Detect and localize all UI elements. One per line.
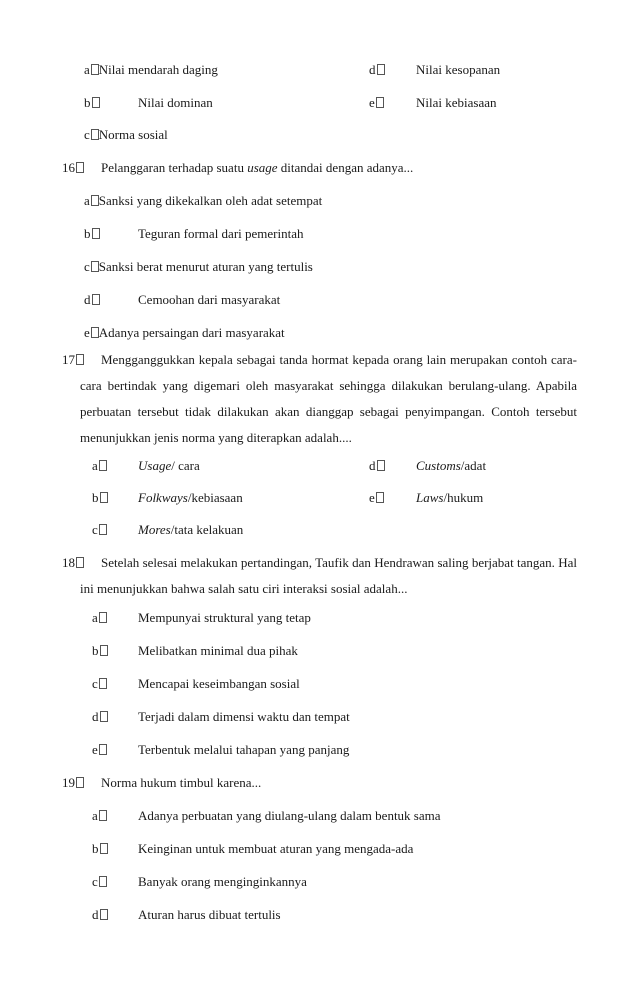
- option-text: /tata kelakuan: [170, 522, 244, 537]
- q18-option-e: [92, 742, 107, 758]
- missing-glyph-icon: [92, 228, 100, 239]
- q17-option-a: [92, 458, 107, 474]
- missing-glyph-icon: [76, 777, 84, 788]
- q18-option-b-text: Melibatkan minimal dua pihak: [138, 643, 298, 658]
- option-letter: b: [92, 490, 99, 505]
- missing-glyph-icon: [92, 294, 100, 305]
- q16-option-c: [84, 259, 313, 275]
- option-letter: d: [369, 458, 376, 473]
- option-text-italic: Laws: [416, 490, 444, 505]
- option-text-italic: Folkways: [138, 490, 188, 505]
- missing-glyph-icon: [100, 843, 108, 854]
- option-text: / cara: [171, 458, 200, 473]
- q19-option-c-text: Banyak orang menginginkannya: [138, 874, 307, 889]
- q17-option-d-text: [416, 458, 486, 474]
- q18-option-d-text: Terjadi dalam dimensi waktu dan tempat: [138, 709, 350, 724]
- option-letter: b: [92, 841, 99, 856]
- q16-option-d: [84, 292, 100, 308]
- missing-glyph-icon: [100, 909, 108, 920]
- q16-option-d-text: Cemoohan dari masyarakat: [138, 292, 281, 307]
- q15-option-b: [84, 95, 100, 111]
- option-letter: a: [92, 610, 98, 625]
- q17-option-d: [369, 458, 385, 474]
- missing-glyph-icon: [99, 612, 107, 623]
- option-text-italic: Mores: [138, 522, 171, 537]
- q17-option-b: [92, 490, 108, 506]
- option-text: /kebiasaan: [187, 490, 243, 505]
- option-letter: b: [92, 643, 99, 658]
- q18-option-b: [92, 643, 108, 659]
- missing-glyph-icon: [99, 524, 107, 535]
- q15-option-e-text: Nilai kebiasaan: [416, 95, 497, 110]
- q18-option-c: [92, 676, 107, 692]
- q19-question: Norma hukum timbul karena...: [101, 775, 262, 790]
- option-text: Sanksi berat menurut aturan yang tertulis: [98, 259, 313, 274]
- option-letter: e: [369, 95, 375, 110]
- q18-option-d: [92, 709, 108, 725]
- q18-option-c-text: Mencapai keseimbangan sosial: [138, 676, 300, 691]
- q19-option-d-text: Aturan harus dibuat tertulis: [138, 907, 281, 922]
- question-text-end: ditandai dengan adanya...: [277, 160, 414, 175]
- missing-glyph-icon: [100, 492, 108, 503]
- missing-glyph-icon: [92, 97, 100, 108]
- q17-option-e: [369, 490, 384, 506]
- option-letter: a: [84, 62, 90, 77]
- q18-question: Setelah selesai melakukan pertandingan, Taufik dan Hendrawan saling berjabat tangan. Hal ini menunjukkan bahwa salah satu ciri interaksi sosial adalah...: [80, 555, 577, 596]
- option-letter: e: [84, 325, 90, 340]
- q16-question: [101, 160, 413, 176]
- q18-option-a-text: Mempunyai struktural yang tetap: [138, 610, 311, 625]
- q15-option-d-text: Nilai kesopanan: [416, 62, 501, 77]
- option-text: /adat: [460, 458, 487, 473]
- q17-option-c: [92, 522, 107, 538]
- q16-option-b: [84, 226, 100, 242]
- missing-glyph-icon: [99, 460, 107, 471]
- option-letter: a: [84, 193, 90, 208]
- q19-option-b: [92, 841, 108, 857]
- q19-option-c: [92, 874, 107, 890]
- option-letter: b: [84, 95, 91, 110]
- q18-option-e-text: Terbentuk melalui tahapan yang panjang: [138, 742, 350, 757]
- option-text: Nilai mendarah daging: [98, 62, 218, 77]
- missing-glyph-icon: [100, 645, 108, 656]
- q15-option-e: [369, 95, 384, 111]
- missing-glyph-icon: [91, 327, 99, 338]
- q19-option-a-text: Adanya perbuatan yang diulang-ulang dalam bentuk sama: [138, 808, 441, 823]
- question-number: 17: [62, 352, 75, 367]
- q16-option-b-text: Teguran formal dari pemerintah: [138, 226, 304, 241]
- option-letter: c: [84, 127, 90, 142]
- question-text-italic: usage: [247, 160, 278, 175]
- q19-option-b-text: Keinginan untuk membuat aturan yang mengada-ada: [138, 841, 414, 856]
- q15-option-c: [84, 127, 168, 143]
- question-text: Pelanggaran terhadap suatu: [101, 160, 248, 175]
- q17-option-c-text: [138, 522, 243, 538]
- missing-glyph-icon: [376, 492, 384, 503]
- option-text: Sanksi yang dikekalkan oleh adat setempat: [98, 193, 323, 208]
- option-text-italic: Usage: [138, 458, 172, 473]
- option-letter: d: [92, 709, 99, 724]
- missing-glyph-icon: [99, 678, 107, 689]
- option-letter: a: [92, 458, 98, 473]
- option-text: /hukum: [443, 490, 484, 505]
- q17-option-a-text: [138, 458, 200, 474]
- option-text: Adanya persaingan dari masyarakat: [98, 325, 285, 340]
- option-letter: c: [92, 676, 98, 691]
- option-letter: c: [92, 874, 98, 889]
- q19-option-a: [92, 808, 107, 824]
- missing-glyph-icon: [99, 810, 107, 821]
- q15-option-b-text: Nilai dominan: [138, 95, 213, 110]
- q17-option-b-text: [138, 490, 243, 506]
- question-number: 18: [62, 555, 75, 570]
- option-letter: d: [369, 62, 376, 77]
- missing-glyph-icon: [377, 460, 385, 471]
- q18-option-a: [92, 610, 107, 626]
- missing-glyph-icon: [99, 876, 107, 887]
- option-letter: e: [369, 490, 375, 505]
- missing-glyph-icon: [376, 97, 384, 108]
- option-letter: a: [92, 808, 98, 823]
- q16-option-a: [84, 193, 322, 209]
- option-text-italic: Customs: [416, 458, 461, 473]
- option-text: Norma sosial: [98, 127, 168, 142]
- q16-number: [62, 160, 84, 176]
- missing-glyph-icon: [91, 195, 99, 206]
- q17-question: Mengganggukkan kepala sebagai tanda hormat kepada orang lain merupakan contoh cara-cara bertindak yang digemari oleh masyarakat sehingga dilakukan berulang-ulang. Apabila perbuatan tersebut tidak dilakukan akan dianggap sebagai penyimpangan. Contoh tersebut menunjukkan jenis norma yang diterapkan adalah....: [80, 352, 577, 445]
- option-letter: d: [92, 907, 99, 922]
- missing-glyph-icon: [91, 64, 99, 75]
- missing-glyph-icon: [91, 129, 99, 140]
- q17-option-e-text: [416, 490, 483, 506]
- q15-option-a: [84, 62, 218, 78]
- option-letter: d: [84, 292, 91, 307]
- q16-option-e: [84, 325, 285, 341]
- question-number: 16: [62, 160, 75, 175]
- q15-option-d: [369, 62, 385, 78]
- option-letter: b: [84, 226, 91, 241]
- option-letter: e: [92, 742, 98, 757]
- missing-glyph-icon: [99, 744, 107, 755]
- missing-glyph-icon: [100, 711, 108, 722]
- q19-number: [62, 775, 84, 791]
- missing-glyph-icon: [377, 64, 385, 75]
- option-letter: c: [84, 259, 90, 274]
- missing-glyph-icon: [91, 261, 99, 272]
- missing-glyph-icon: [76, 162, 84, 173]
- question-number: 19: [62, 775, 75, 790]
- q19-option-d: [92, 907, 108, 923]
- option-letter: c: [92, 522, 98, 537]
